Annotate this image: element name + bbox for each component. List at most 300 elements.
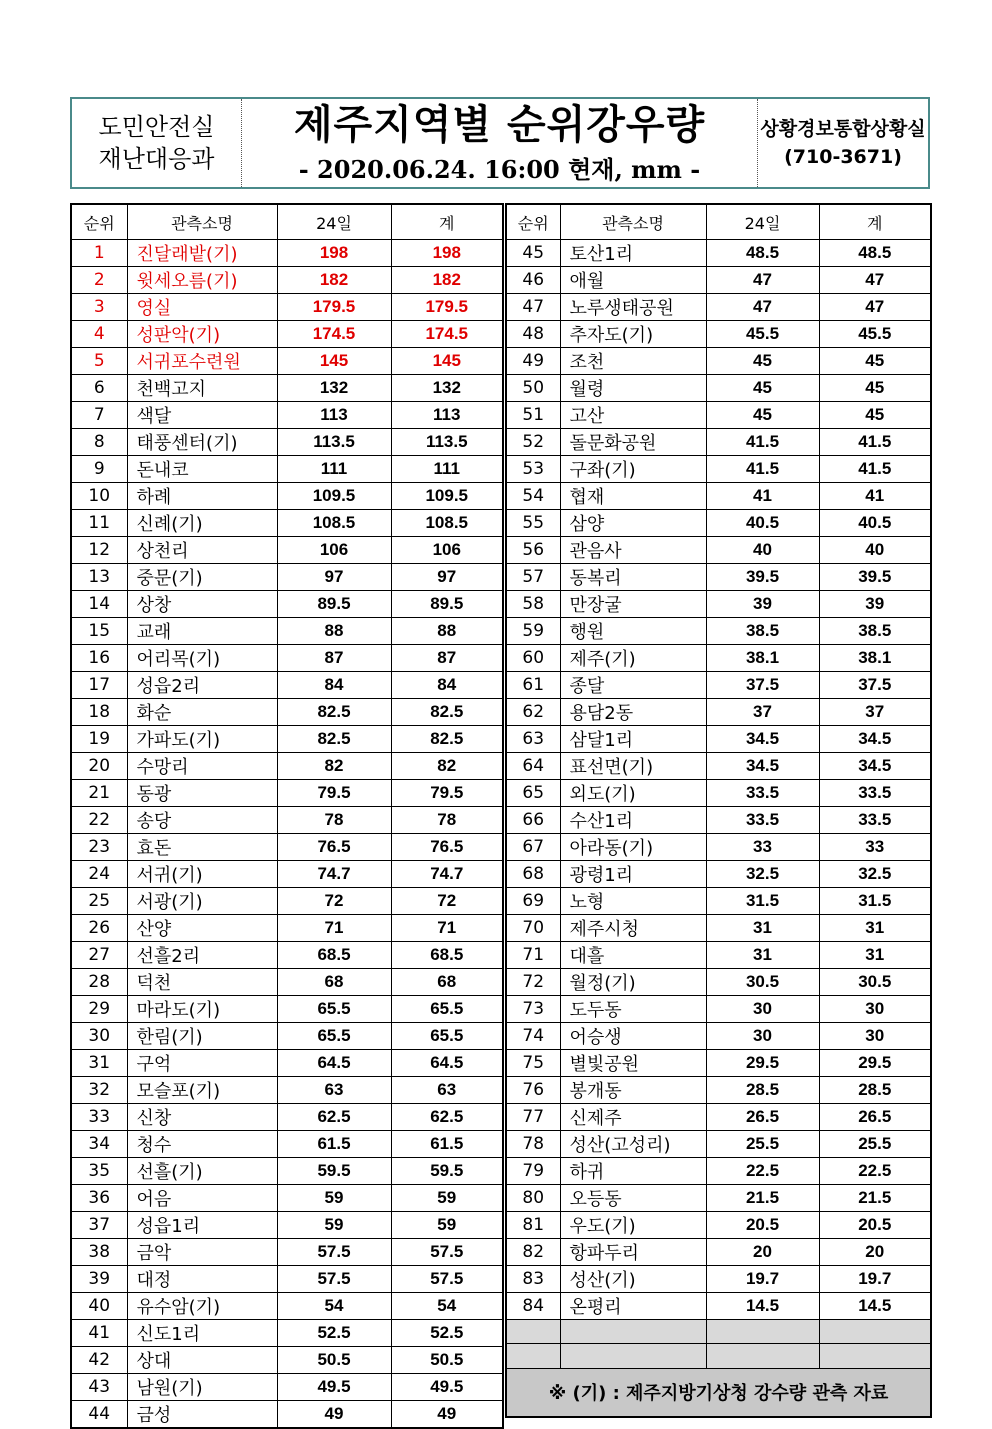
day-rainfall-cell: 57.5 <box>277 1239 391 1266</box>
station-name-cell: 외도(기) <box>560 780 706 807</box>
table-row <box>71 726 503 753</box>
total-rainfall-cell: 49 <box>391 1401 503 1429</box>
station-name-cell: 선흘2리 <box>127 942 277 969</box>
table-row <box>506 429 931 456</box>
table-row <box>71 483 503 510</box>
table-row <box>71 996 503 1023</box>
table-row <box>71 1212 503 1239</box>
day-rainfall-cell: 31.5 <box>706 888 819 915</box>
station-name-cell: 중문(기) <box>127 564 277 591</box>
table-row <box>506 1131 931 1158</box>
total-rainfall-cell: 59 <box>391 1212 503 1239</box>
table-row <box>506 294 931 321</box>
day-rainfall-cell: 40.5 <box>706 510 819 537</box>
rank-cell: 15 <box>71 618 127 645</box>
day-rainfall-cell: 72 <box>277 888 391 915</box>
station-name-cell: 어승생 <box>560 1023 706 1050</box>
day-rainfall-cell: 25.5 <box>706 1131 819 1158</box>
station-name-cell: 구좌(기) <box>560 456 706 483</box>
table-row <box>506 267 931 294</box>
rank-cell: 42 <box>71 1347 127 1374</box>
table-row <box>506 942 931 969</box>
rank-cell: 5 <box>71 348 127 375</box>
total-rainfall-cell: 26.5 <box>819 1104 931 1131</box>
total-rainfall-cell: 48.5 <box>819 240 931 267</box>
station-name-cell: 금성 <box>127 1401 277 1429</box>
station-name-cell: 표선면(기) <box>560 753 706 780</box>
rank-cell: 70 <box>506 915 560 942</box>
station-name-cell: 성산(고성리) <box>560 1131 706 1158</box>
total-rainfall-cell: 37.5 <box>819 672 931 699</box>
day-rainfall-cell: 41.5 <box>706 456 819 483</box>
blank-cell <box>560 1344 706 1368</box>
station-name-cell: 영실 <box>127 294 277 321</box>
day-rainfall-cell: 41 <box>706 483 819 510</box>
table-row <box>506 537 931 564</box>
table-row <box>71 1077 503 1104</box>
rank-cell: 65 <box>506 780 560 807</box>
day-rainfall-cell: 20 <box>706 1239 819 1266</box>
rank-cell: 21 <box>71 780 127 807</box>
table-row <box>71 1158 503 1185</box>
rank-cell: 64 <box>506 753 560 780</box>
day-rainfall-cell: 68 <box>277 969 391 996</box>
total-rainfall-cell: 54 <box>391 1293 503 1320</box>
total-rainfall-cell: 61.5 <box>391 1131 503 1158</box>
total-rainfall-cell: 198 <box>391 240 503 267</box>
rank-cell: 49 <box>506 348 560 375</box>
table-row <box>71 1293 503 1320</box>
day-rainfall-cell: 87 <box>277 645 391 672</box>
table-row <box>71 1239 503 1266</box>
table-row <box>71 267 503 294</box>
station-name-cell: 월령 <box>560 375 706 402</box>
rank-cell: 73 <box>506 996 560 1023</box>
table-row <box>71 753 503 780</box>
rank-cell: 7 <box>71 402 127 429</box>
station-name-cell: 추자도(기) <box>560 321 706 348</box>
station-name-cell: 상천리 <box>127 537 277 564</box>
rank-cell: 80 <box>506 1185 560 1212</box>
table-row <box>71 240 503 267</box>
total-rainfall-cell: 39 <box>819 591 931 618</box>
rank-cell: 46 <box>506 267 560 294</box>
rainfall-table-right <box>505 203 932 1418</box>
day-rainfall-cell: 31 <box>706 915 819 942</box>
total-rainfall-cell: 132 <box>391 375 503 402</box>
day-rainfall-cell: 108.5 <box>277 510 391 537</box>
total-rainfall-cell: 59 <box>391 1185 503 1212</box>
table-row <box>506 483 931 510</box>
rank-cell: 77 <box>506 1104 560 1131</box>
total-rainfall-cell: 59.5 <box>391 1158 503 1185</box>
table-row <box>71 699 503 726</box>
total-rainfall-cell: 64.5 <box>391 1050 503 1077</box>
day-rainfall-cell: 40 <box>706 537 819 564</box>
table-row <box>71 834 503 861</box>
total-rainfall-cell: 20.5 <box>819 1212 931 1239</box>
rank-cell: 69 <box>506 888 560 915</box>
total-rainfall-cell: 87 <box>391 645 503 672</box>
rank-cell: 41 <box>71 1320 127 1347</box>
day-rainfall-cell: 198 <box>277 240 391 267</box>
total-rainfall-cell: 39.5 <box>819 564 931 591</box>
rank-cell: 17 <box>71 672 127 699</box>
total-rainfall-cell: 74.7 <box>391 861 503 888</box>
rainfall-table-left <box>70 203 504 1429</box>
table-row <box>71 807 503 834</box>
station-name-cell: 금악 <box>127 1239 277 1266</box>
table-row <box>506 861 931 888</box>
source-note: ※ (기) : 제주지방기상청 강수량 관측 자료 <box>506 1368 931 1417</box>
station-name-cell: 송당 <box>127 807 277 834</box>
total-rainfall-cell: 113 <box>391 402 503 429</box>
report-header <box>70 97 930 189</box>
station-name-cell: 돈내코 <box>127 456 277 483</box>
table-row <box>71 1401 503 1429</box>
day-rainfall-cell: 30 <box>706 996 819 1023</box>
station-name-cell: 어리목(기) <box>127 645 277 672</box>
table-row <box>506 645 931 672</box>
station-name-cell: 교래 <box>127 618 277 645</box>
day-rainfall-cell: 132 <box>277 375 391 402</box>
station-name-cell: 대흘 <box>560 942 706 969</box>
station-name-cell: 삼달1리 <box>560 726 706 753</box>
table-row <box>506 753 931 780</box>
total-rainfall-cell: 25.5 <box>819 1131 931 1158</box>
station-name-cell: 천백고지 <box>127 375 277 402</box>
station-name-cell: 토산1리 <box>560 240 706 267</box>
rank-cell: 35 <box>71 1158 127 1185</box>
total-rainfall-cell: 33.5 <box>819 807 931 834</box>
rank-cell: 66 <box>506 807 560 834</box>
total-rainfall-cell: 79.5 <box>391 780 503 807</box>
day-rainfall-cell: 145 <box>277 348 391 375</box>
table-row <box>71 672 503 699</box>
rank-cell: 74 <box>506 1023 560 1050</box>
station-name-cell: 노형 <box>560 888 706 915</box>
total-rainfall-cell: 31.5 <box>819 888 931 915</box>
total-rainfall-cell: 62.5 <box>391 1104 503 1131</box>
day-rainfall-cell: 33 <box>706 834 819 861</box>
total-rainfall-cell: 68 <box>391 969 503 996</box>
total-rainfall-cell: 111 <box>391 456 503 483</box>
day-rainfall-cell: 82 <box>277 753 391 780</box>
day-rainfall-cell: 45 <box>706 348 819 375</box>
rank-cell: 14 <box>71 591 127 618</box>
station-header: 관측소명 <box>560 204 706 240</box>
blank-row <box>506 1320 931 1344</box>
table-header-row <box>71 204 503 240</box>
station-name-cell: 대정 <box>127 1266 277 1293</box>
table-row <box>71 321 503 348</box>
total-rainfall-cell: 19.7 <box>819 1266 931 1293</box>
day-rainfall-cell: 82.5 <box>277 726 391 753</box>
station-name-cell: 행원 <box>560 618 706 645</box>
table-row <box>506 834 931 861</box>
total-rainfall-cell: 145 <box>391 348 503 375</box>
day-rainfall-cell: 109.5 <box>277 483 391 510</box>
rank-cell: 19 <box>71 726 127 753</box>
total-rainfall-cell: 30.5 <box>819 969 931 996</box>
rank-cell: 45 <box>506 240 560 267</box>
blank-cell <box>819 1320 931 1344</box>
day-rainfall-cell: 57.5 <box>277 1266 391 1293</box>
rank-cell: 11 <box>71 510 127 537</box>
blank-cell <box>706 1344 819 1368</box>
table-row <box>506 1239 931 1266</box>
day-rainfall-cell: 39.5 <box>706 564 819 591</box>
total-rainfall-cell: 82.5 <box>391 699 503 726</box>
total-rainfall-cell: 40 <box>819 537 931 564</box>
station-name-cell: 태풍센터(기) <box>127 429 277 456</box>
total-rainfall-cell: 68.5 <box>391 942 503 969</box>
day-rainfall-cell: 113.5 <box>277 429 391 456</box>
station-name-cell: 도두동 <box>560 996 706 1023</box>
table-row <box>71 510 503 537</box>
blank-cell <box>560 1320 706 1344</box>
rank-header: 순위 <box>506 204 560 240</box>
total-rainfall-cell: 84 <box>391 672 503 699</box>
station-name-cell: 봉개동 <box>560 1077 706 1104</box>
table-row <box>506 375 931 402</box>
table-row <box>506 996 931 1023</box>
contact-line-1: 상황경보통합상황실 <box>760 118 926 140</box>
rank-cell: 37 <box>71 1212 127 1239</box>
day-rainfall-cell: 21.5 <box>706 1185 819 1212</box>
station-name-cell: 색달 <box>127 402 277 429</box>
day-rainfall-cell: 111 <box>277 456 391 483</box>
rank-cell: 67 <box>506 834 560 861</box>
table-row <box>506 402 931 429</box>
rank-cell: 59 <box>506 618 560 645</box>
station-name-cell: 가파도(기) <box>127 726 277 753</box>
rank-cell: 43 <box>71 1374 127 1401</box>
day-rainfall-cell: 65.5 <box>277 1023 391 1050</box>
total-rainfall-cell: 38.5 <box>819 618 931 645</box>
table-row <box>506 1212 931 1239</box>
contact-line-2: (710-3671) <box>784 146 902 168</box>
total-rainfall-cell: 45.5 <box>819 321 931 348</box>
day-rainfall-cell: 182 <box>277 267 391 294</box>
total-rainfall-cell: 41 <box>819 483 931 510</box>
day-rainfall-cell: 174.5 <box>277 321 391 348</box>
table-row <box>506 915 931 942</box>
station-name-cell: 종달 <box>560 672 706 699</box>
day-rainfall-cell: 49.5 <box>277 1374 391 1401</box>
station-name-cell: 신창 <box>127 1104 277 1131</box>
day-rainfall-cell: 45 <box>706 402 819 429</box>
day-header: 24일 <box>277 204 391 240</box>
day-rainfall-cell: 65.5 <box>277 996 391 1023</box>
total-rainfall-cell: 182 <box>391 267 503 294</box>
rank-cell: 47 <box>506 294 560 321</box>
station-name-cell: 성읍2리 <box>127 672 277 699</box>
total-rainfall-cell: 78 <box>391 807 503 834</box>
department-line-2: 재난대응과 <box>98 145 215 173</box>
station-name-cell: 서귀포수련원 <box>127 348 277 375</box>
rank-cell: 57 <box>506 564 560 591</box>
day-rainfall-cell: 28.5 <box>706 1077 819 1104</box>
station-name-cell: 서광(기) <box>127 888 277 915</box>
rank-cell: 84 <box>506 1293 560 1320</box>
total-rainfall-cell: 57.5 <box>391 1239 503 1266</box>
total-rainfall-cell: 34.5 <box>819 726 931 753</box>
total-rainfall-cell: 52.5 <box>391 1320 503 1347</box>
station-name-cell: 온평리 <box>560 1293 706 1320</box>
rank-cell: 72 <box>506 969 560 996</box>
rank-cell: 24 <box>71 861 127 888</box>
rank-cell: 20 <box>71 753 127 780</box>
table-row <box>506 1158 931 1185</box>
station-name-cell: 협재 <box>560 483 706 510</box>
total-rainfall-cell: 45 <box>819 375 931 402</box>
day-rainfall-cell: 19.7 <box>706 1266 819 1293</box>
total-rainfall-cell: 41.5 <box>819 456 931 483</box>
rank-cell: 39 <box>71 1266 127 1293</box>
table-row <box>71 537 503 564</box>
rank-cell: 83 <box>506 1266 560 1293</box>
table-row <box>71 1320 503 1347</box>
day-rainfall-cell: 88 <box>277 618 391 645</box>
table-row <box>506 348 931 375</box>
table-row <box>71 780 503 807</box>
day-rainfall-cell: 38.5 <box>706 618 819 645</box>
total-rainfall-cell: 97 <box>391 564 503 591</box>
day-rainfall-cell: 41.5 <box>706 429 819 456</box>
table-row <box>71 1023 503 1050</box>
table-row <box>71 456 503 483</box>
rank-cell: 50 <box>506 375 560 402</box>
station-name-cell: 하례 <box>127 483 277 510</box>
rank-cell: 18 <box>71 699 127 726</box>
rank-cell: 48 <box>506 321 560 348</box>
rank-cell: 62 <box>506 699 560 726</box>
total-rainfall-cell: 21.5 <box>819 1185 931 1212</box>
station-name-cell: 산양 <box>127 915 277 942</box>
station-name-cell: 만장굴 <box>560 591 706 618</box>
station-name-cell: 별빛공원 <box>560 1050 706 1077</box>
blank-row <box>506 1344 931 1368</box>
total-rainfall-cell: 40.5 <box>819 510 931 537</box>
day-rainfall-cell: 33.5 <box>706 780 819 807</box>
rank-cell: 60 <box>506 645 560 672</box>
total-rainfall-cell: 57.5 <box>391 1266 503 1293</box>
total-header: 계 <box>819 204 931 240</box>
station-name-cell: 수산1리 <box>560 807 706 834</box>
rank-cell: 78 <box>506 1131 560 1158</box>
table-row <box>71 1347 503 1374</box>
table-row <box>71 1131 503 1158</box>
total-rainfall-cell: 82 <box>391 753 503 780</box>
rank-cell: 25 <box>71 888 127 915</box>
total-rainfall-cell: 65.5 <box>391 1023 503 1050</box>
total-rainfall-cell: 20 <box>819 1239 931 1266</box>
rank-cell: 76 <box>506 1077 560 1104</box>
day-rainfall-cell: 59.5 <box>277 1158 391 1185</box>
report-subtitle: - 2020.06.24. 16:00 현재, mm - <box>298 154 701 184</box>
total-rainfall-cell: 31 <box>819 942 931 969</box>
day-rainfall-cell: 59 <box>277 1212 391 1239</box>
day-rainfall-cell: 48.5 <box>706 240 819 267</box>
rank-cell: 4 <box>71 321 127 348</box>
rank-cell: 1 <box>71 240 127 267</box>
day-rainfall-cell: 62.5 <box>277 1104 391 1131</box>
day-rainfall-cell: 106 <box>277 537 391 564</box>
day-rainfall-cell: 37.5 <box>706 672 819 699</box>
day-header: 24일 <box>706 204 819 240</box>
rank-cell: 31 <box>71 1050 127 1077</box>
table-row <box>71 1104 503 1131</box>
title-box <box>242 99 758 187</box>
station-name-cell: 애월 <box>560 267 706 294</box>
total-rainfall-cell: 37 <box>819 699 931 726</box>
rank-cell: 56 <box>506 537 560 564</box>
day-rainfall-cell: 37 <box>706 699 819 726</box>
rank-cell: 75 <box>506 1050 560 1077</box>
table-row <box>506 1185 931 1212</box>
blank-cell <box>506 1344 560 1368</box>
total-rainfall-cell: 179.5 <box>391 294 503 321</box>
day-rainfall-cell: 39 <box>706 591 819 618</box>
total-rainfall-cell: 76.5 <box>391 834 503 861</box>
total-rainfall-cell: 30 <box>819 996 931 1023</box>
contact-box <box>758 99 928 187</box>
day-rainfall-cell: 14.5 <box>706 1293 819 1320</box>
station-name-cell: 항파두리 <box>560 1239 706 1266</box>
total-rainfall-cell: 106 <box>391 537 503 564</box>
day-rainfall-cell: 52.5 <box>277 1320 391 1347</box>
day-rainfall-cell: 45.5 <box>706 321 819 348</box>
station-header: 관측소명 <box>127 204 277 240</box>
rank-cell: 33 <box>71 1104 127 1131</box>
report-title: 제주지역별 순위강우량 <box>293 101 706 148</box>
table-row <box>71 645 503 672</box>
total-rainfall-cell: 72 <box>391 888 503 915</box>
day-rainfall-cell: 64.5 <box>277 1050 391 1077</box>
station-name-cell: 돌문화공원 <box>560 429 706 456</box>
total-rainfall-cell: 109.5 <box>391 483 503 510</box>
table-row <box>71 1374 503 1401</box>
day-rainfall-cell: 76.5 <box>277 834 391 861</box>
station-name-cell: 하귀 <box>560 1158 706 1185</box>
day-rainfall-cell: 68.5 <box>277 942 391 969</box>
rank-cell: 54 <box>506 483 560 510</box>
table-row <box>71 888 503 915</box>
department-line-1: 도민안전실 <box>98 113 215 141</box>
total-rainfall-cell: 45 <box>819 348 931 375</box>
day-rainfall-cell: 84 <box>277 672 391 699</box>
rank-cell: 13 <box>71 564 127 591</box>
blank-cell <box>506 1320 560 1344</box>
rank-cell: 34 <box>71 1131 127 1158</box>
table-row <box>506 807 931 834</box>
department-box <box>72 99 242 187</box>
rank-cell: 55 <box>506 510 560 537</box>
total-rainfall-cell: 71 <box>391 915 503 942</box>
total-rainfall-cell: 49.5 <box>391 1374 503 1401</box>
total-rainfall-cell: 82.5 <box>391 726 503 753</box>
total-rainfall-cell: 41.5 <box>819 429 931 456</box>
total-rainfall-cell: 38.1 <box>819 645 931 672</box>
day-rainfall-cell: 30 <box>706 1023 819 1050</box>
table-row <box>71 375 503 402</box>
rank-cell: 79 <box>506 1158 560 1185</box>
station-name-cell: 화순 <box>127 699 277 726</box>
total-rainfall-cell: 50.5 <box>391 1347 503 1374</box>
station-name-cell: 윗세오름(기) <box>127 267 277 294</box>
station-name-cell: 용담2동 <box>560 699 706 726</box>
